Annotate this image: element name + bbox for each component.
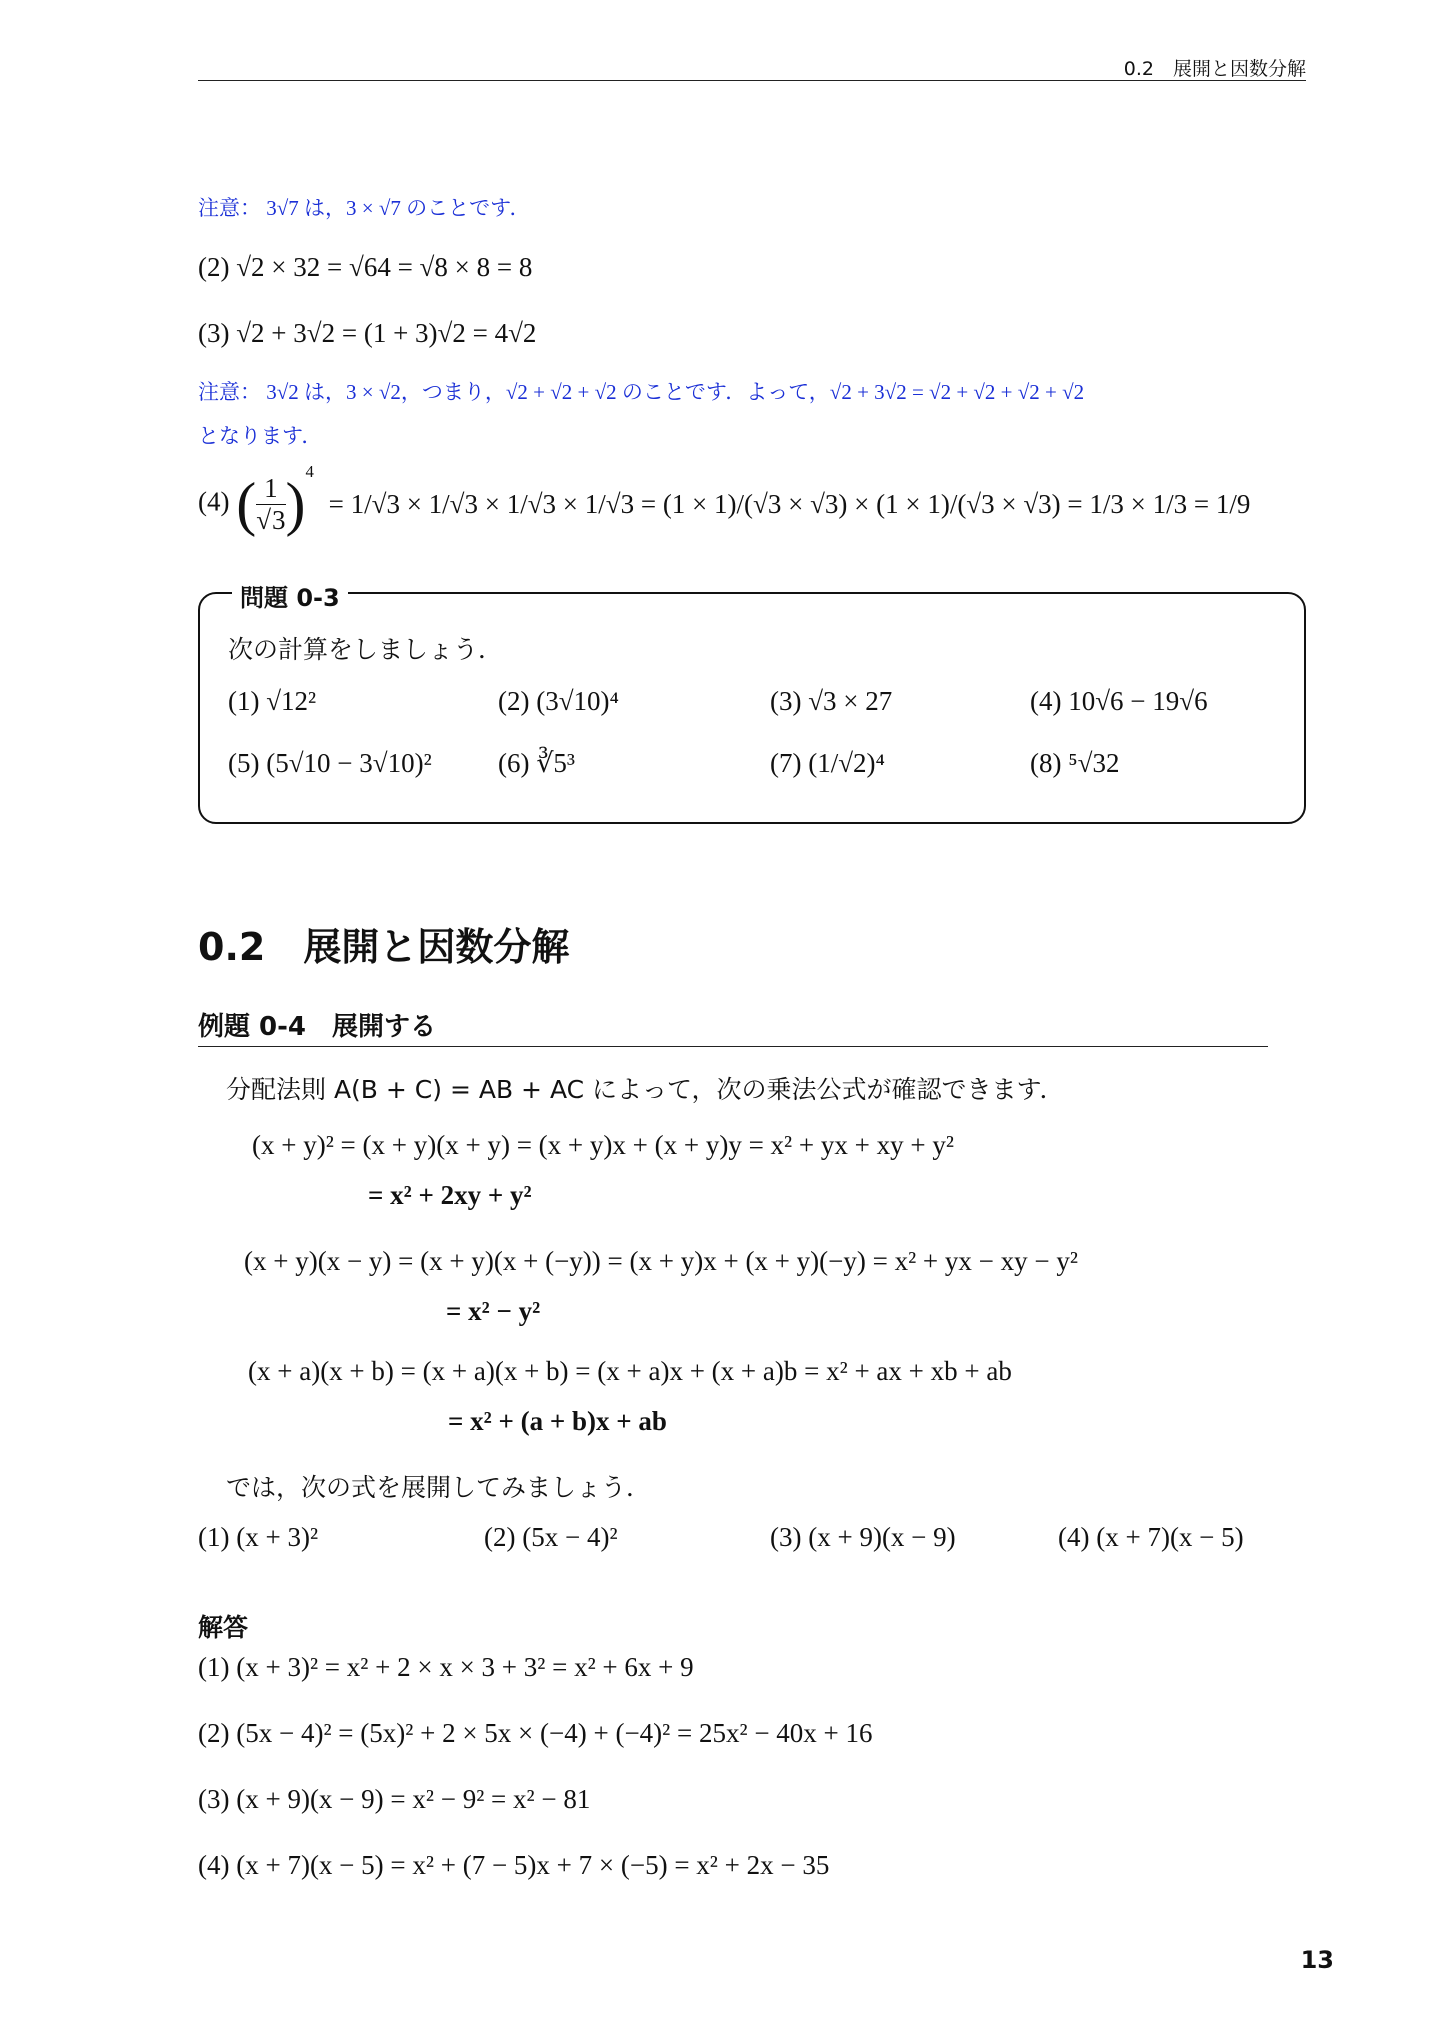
formula-1-line-2: = x² + 2xy + y² xyxy=(368,1180,532,1210)
running-header: 0.2 展開と因数分解 xyxy=(1123,58,1306,80)
problem-item-4: (4) 10√6 − 19√6 xyxy=(1030,686,1208,716)
formula-1-line-1: (x + y)² = (x + y)(x + y) = (x + y)x + (x + y)y = x² + yx + xy + y² xyxy=(252,1130,954,1160)
example-intro: 分配法則 A(B + C) = AB + AC によって，次の乗法公式が確認できます． xyxy=(226,1075,1065,1104)
answer-title: 解答 xyxy=(198,1613,249,1642)
problem-item-5: (5) (5√10 − 3√10)² xyxy=(228,748,432,778)
problem-title: 問題 0-3 xyxy=(232,578,348,613)
formula-2-line-1: (x + y)(x − y) = (x + y)(x + (−y)) = (x + y)x + (x + y)(−y) = x² + yx − xy − y² xyxy=(244,1246,1078,1276)
problem-item-3: (3) √3 × 27 xyxy=(770,686,893,716)
problem-item-7: (7) (1/√2)⁴ xyxy=(770,748,885,778)
answer-line-2: (2) (5x − 4)² = (5x)² + 2 × 5x × (−4) + (−4)² = 25x² − 40x + 16 xyxy=(198,1718,873,1748)
problem-item-1: (1) √12² xyxy=(228,686,317,716)
item4-rest: = 1/√3 × 1/√3 × 1/√3 × 1/√3 = (1 × 1)/(√3 × √3) × (1 × 1)/(√3 × √3) = 1/3 × 1/3 = 1/9 xyxy=(328,489,1251,519)
answer-line-4: (4) (x + 7)(x − 5) = x² + (7 − 5)x + 7 × (−5) = x² + 2x − 35 xyxy=(198,1850,830,1880)
note-sqrt2-line2: となります． xyxy=(198,424,323,448)
problem-instruction: 次の計算をしましょう． xyxy=(228,635,504,664)
exercise-1: (1) (x + 3)² xyxy=(198,1522,319,1552)
note-sqrt2-line1: 注意： 3√2 は，3 × √2，つまり，√2 + √2 + √2 のことです．よって，√2 + 3√2 = √2 + √2 + √2 + √2 xyxy=(198,380,1085,404)
problem-item-2: (2) (3√10)⁴ xyxy=(498,686,619,716)
formula-3-line-2: = x² + (a + b)x + ab xyxy=(448,1406,667,1436)
header-rule xyxy=(198,80,1306,81)
example-rule xyxy=(198,1046,1268,1047)
formula-2-line-2: = x² − y² xyxy=(446,1296,541,1326)
note-sqrt7: 注意： 3√7 は，3 × √7 のことです． xyxy=(198,196,531,220)
solution-item-3: (3) √2 + 3√2 = (1 + 3)√2 = 4√2 xyxy=(198,318,537,348)
item4-label: (4) xyxy=(198,486,230,517)
page-number: 13 xyxy=(1300,1946,1334,1974)
exercise-3: (3) (x + 9)(x − 9) xyxy=(770,1522,956,1552)
fraction-1-over-sqrt3: $\frac{1}{√3}$ xyxy=(256,472,286,535)
example-title: 例題 0-4 展開する xyxy=(198,1012,437,1042)
formula-3-line-1: (x + a)(x + b) = (x + a)(x + b) = (x + a)x + (x + a)b = x² + ax + xb + ab xyxy=(248,1356,1012,1386)
answer-line-3: (3) (x + 9)(x − 9) = x² − 9² = x² − 81 xyxy=(198,1784,591,1814)
example-prompt: では，次の式を展開してみましょう． xyxy=(226,1473,652,1502)
solution-item-4: (4) ( $\frac{1}{√3}$ )$^4$ = 1/√3 × 1/√3 × 1/√3 × 1/√3 = (1 × 1)/(√3 × √3) × (1 × 1)/(√3 × √3) = 1/3 × 1/3 = 1/9 xyxy=(198,462,1251,537)
answer-line-1: (1) (x + 3)² = x² + 2 × x × 3 + 3² = x² + 6x + 9 xyxy=(198,1652,694,1682)
exercise-4: (4) (x + 7)(x − 5) xyxy=(1058,1522,1244,1552)
solution-item-2: (2) √2 × 32 = √64 = √8 × 8 = 8 xyxy=(198,252,533,282)
exercise-2: (2) (5x − 4)² xyxy=(484,1522,618,1552)
section-title: 0.2 展開と因数分解 xyxy=(198,925,570,969)
problem-item-8: (8) ⁵√32 xyxy=(1030,748,1120,778)
problem-item-6: (6) ∛5³ xyxy=(498,748,576,778)
